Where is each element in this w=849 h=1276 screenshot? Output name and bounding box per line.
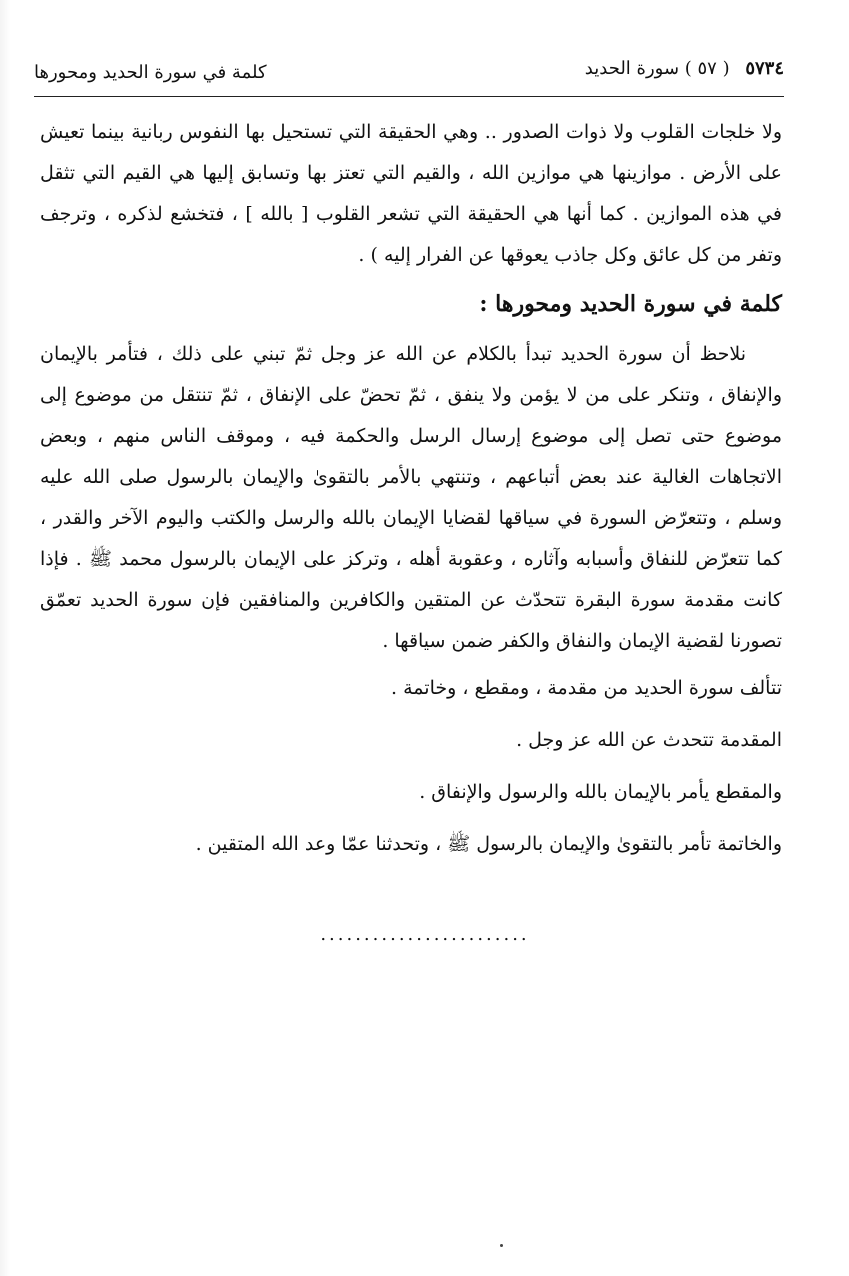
intro-paragraph: ولا خلجات القلوب ولا ذوات الصدور .. وهي الحقيقة التي تستحيل بها النفوس ربانية بينما تعيش على الأرض . موازينها هي موازين الله ، والقيم التي تعتز بها وتسابق إليها هي القيم التي تثقل في هذه الموازين . كما أنها هي الحقيقة التي تشعر القلوب [ بالله ] ، فتخشع لذكره ، وترجف وتفر من كل عائق وكل جاذب يعوقها عن الفرار إليه ) . bbox=[40, 121, 782, 266]
page-body bbox=[40, 112, 782, 870]
header-section-title: كلمة في سورة الحديد ومحورها bbox=[34, 62, 267, 83]
section-heading: كلمة في سورة الحديد ومحورها : bbox=[479, 291, 782, 317]
main-paragraph: نلاحظ أن سورة الحديد تبدأ بالكلام عن الله عز وجل ثمّ تبني على ذلك ، فتأمر بالإيمان والإنفاق ، وتنكر على من لا يؤمن ولا ينفق ، ثمّ تحضّ على الإنفاق ، ثمّ تنتقل من موضوع إلى موضوع حتى تصل إلى موضوع إرسال الرسل والحكمة فيه ، وموقف الناس منهم ، وبعض الاتجاهات الغالية عند بعض أتباعهم ، وتنتهي بالأمر بالتقوىٰ والإيمان بالرسول صلى الله عليه وسلم ، وتتعرّض السورة في سياقها لقضايا الإيمان بالله والرسل والكتب واليوم الآخر والقدر ، كما تتعرّض للنفاق وأسبابه وآثاره ، وعقوبة أهله ، وتركز على الإيمان بالرسول محمد ﷺ . فإذا كانت مقدمة سورة البقرة تتحدّث عن المتقين والكافرين والمنافقين فإن سورة الحديد تعمّق تصورنا لقضية الإيمان والنفاق والكفر ضمن سياقها . bbox=[40, 343, 782, 652]
list-item: والخاتمة تأمر بالتقوىٰ والإيمان بالرسول ﷺ ، وتحدثنا عمّا وعد الله المتقين . bbox=[195, 833, 782, 855]
page-number: ٥٧٣٤ bbox=[745, 58, 784, 79]
list-item: تتألف سورة الحديد من مقدمة ، ومقطع ، وخاتمة . bbox=[391, 677, 782, 699]
list-item: المقدمة تتحدث عن الله عز وجل . bbox=[516, 729, 782, 751]
header-rule bbox=[34, 96, 784, 97]
running-header bbox=[34, 58, 784, 92]
list-item: والمقطع يأمر بالإيمان بالله والرسول والإنفاق . bbox=[419, 781, 782, 803]
section-separator: ........................ bbox=[320, 924, 530, 945]
scan-edge bbox=[0, 0, 10, 1276]
header-surah bbox=[585, 58, 784, 79]
surah-title: ( ٥٧ ) سورة الحديد bbox=[584, 58, 730, 79]
scan-speck bbox=[500, 1244, 503, 1247]
